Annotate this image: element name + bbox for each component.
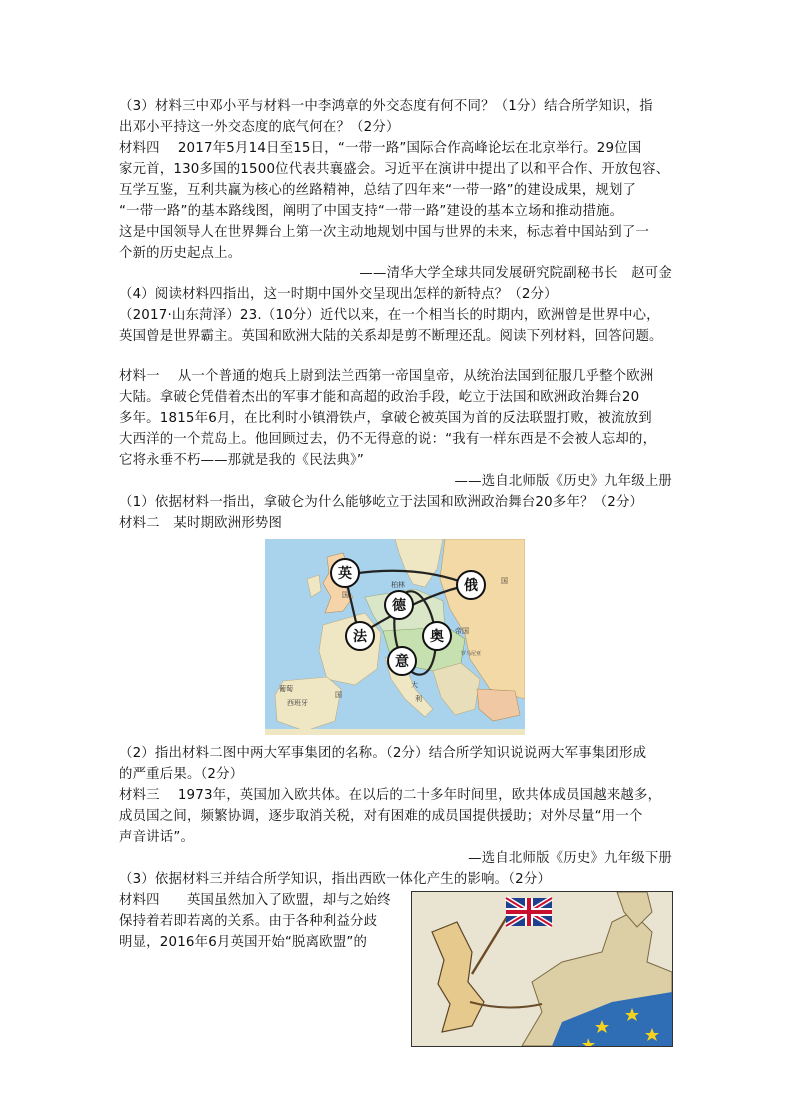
question-2-line-1: （2）指出材料二图中两大军事集团的名称。（2分）结合所学知识说说两大军事集团形成 (119, 746, 647, 761)
question-3-line-1: （3）材料三中邓小平与材料一中李鸿章的外交态度有何不同？（1分）结合所学知识，指 (119, 99, 653, 114)
material-4b-line-2: 保持着若即若离的关系。由于各种利益分歧 (119, 914, 378, 929)
node-label-russia: 俄 (464, 578, 478, 594)
map-label-france-guo: 国 (335, 691, 342, 699)
node-label-france: 法 (353, 629, 367, 645)
napoleon-line-1: 材料一 从一个普通的炮兵上尉到法兰西第一帝国皇帝，从统治法国到征服几乎整个欧洲 (119, 369, 654, 384)
node-label-italy: 意 (395, 654, 409, 670)
map-label-britain-guo: 国 (342, 591, 349, 599)
napoleon-line-5: 它将永垂不朽——那就是我的《民法典》” (119, 453, 365, 468)
material-4-line-5: 这是中国领导人在世界舞台上第一次主动地规划中国与世界的未来，标志着中国站到了一 (119, 225, 650, 240)
material-4-line-4: “一带一路”的基本路线图，阐明了中国支持“一带一路”建设的基本立场和推动措施。 (119, 204, 624, 219)
question-1-line: （1）依据材料一指出，拿破仑为什么能够屹立于法国和欧洲政治舞台20多年？（2分） (119, 495, 644, 510)
map-label-berlin: 柏林 (391, 581, 405, 589)
question-4-line: （4）阅读材料四指出，这一时期中国外交呈现出怎样的新特点？（2分） (119, 287, 558, 302)
map-label-romania: 罗马尼亚 (461, 651, 482, 657)
material-2-caption: 材料二 某时期欧洲形势图 (119, 516, 283, 531)
union-jack-flag (506, 898, 552, 926)
map-label-russia-guo: 国 (501, 577, 508, 585)
question-2-line-2: 的严重后果。（2分） (119, 767, 244, 782)
material-4b-line-3: 明显，2016年6月英国开始“脱离欧盟”的 (119, 935, 368, 950)
question-3-line-2: 出邓小平持这一外交态度的底气何在？（2分） (119, 120, 400, 135)
source-citation-zhao: ——清华大学全球共同发展研究院副秘书长 赵可金 (359, 266, 672, 281)
node-label-austria: 奥 (430, 629, 444, 645)
map-label-spain: 西班牙 (287, 699, 308, 707)
material-4-line-6: 个新的历史起点上。 (119, 246, 242, 261)
napoleon-line-4: 大西洋的一个荒岛上。他回顾过去，仍不无得意的说：“我有一样东西是不会被人忘却的， (119, 432, 657, 447)
material-4-line-3: 互学互鉴，互利共赢为核心的丝路精神，总结了四年来“一带一路”的建设成果，规划了 (119, 183, 637, 198)
map-label-da: 大 (411, 681, 418, 689)
material-4-line-2: 家元首，130多国的1500位代表共襄盛会。习近平在演讲中提出了以和平合作、开放包容、 (119, 162, 670, 177)
material-4-line-1: 材料四 2017年5月14日至15日，“一带一路”国际合作高峰论坛在北京举行。29位国 (119, 141, 642, 156)
source-citation-vol1: ——选自北师版《历史》九年级上册 (454, 474, 672, 489)
question-23-intro-line-1: （2017·山东菏泽）23.（10分）近代以来，在一个相当长的时期内，欧洲曾是世界中心， (119, 308, 660, 323)
material-3-line-1: 材料三 1973年，英国加入欧共体。在以后的二十多年时间里，欧共体成员国越来越多， (119, 788, 662, 803)
node-label-germany: 德 (392, 598, 406, 614)
source-citation-vol2: —选自北师版《历史》九年级下册 (468, 851, 672, 866)
map-north-africa (265, 729, 525, 735)
map-label-portugal: 葡萄 (279, 685, 293, 693)
map-label-li: 利 (415, 695, 422, 703)
napoleon-line-3: 多年。1815年6月，在比利时小镇滑铁卢，拿破仑被英国为首的反法联盟打败，被流放到 (119, 411, 652, 426)
map-label-empire: 帝国 (455, 627, 469, 635)
material-3-line-3: 声音讲话”。 (119, 830, 195, 845)
node-label-britain: 英 (338, 566, 352, 582)
question-3b-line: （3）依据材料三并结合所学知识，指出西欧一体化产生的影响。（2分） (119, 872, 552, 887)
europe-alliance-map (265, 539, 525, 735)
brexit-cartoon-image (411, 891, 673, 1047)
napoleon-line-2: 大陆。拿破仑凭借着杰出的军事才能和高超的政治手段，屹立于法国和欧洲政治舞台20 (119, 390, 640, 405)
question-23-intro-line-2: 英国曾是世界霸主。英国和欧洲大陆的关系却是剪不断理还乱。阅读下列材料，回答问题。 (119, 329, 663, 344)
material-4b-line-1: 材料四 英国虽然加入了欧盟，却与之始终 (119, 893, 391, 908)
material-3-line-2: 成员国之间，频繁协调，逐步取消关税，对有困难的成员国提供援助；对外尽量“用一个 (119, 809, 643, 824)
